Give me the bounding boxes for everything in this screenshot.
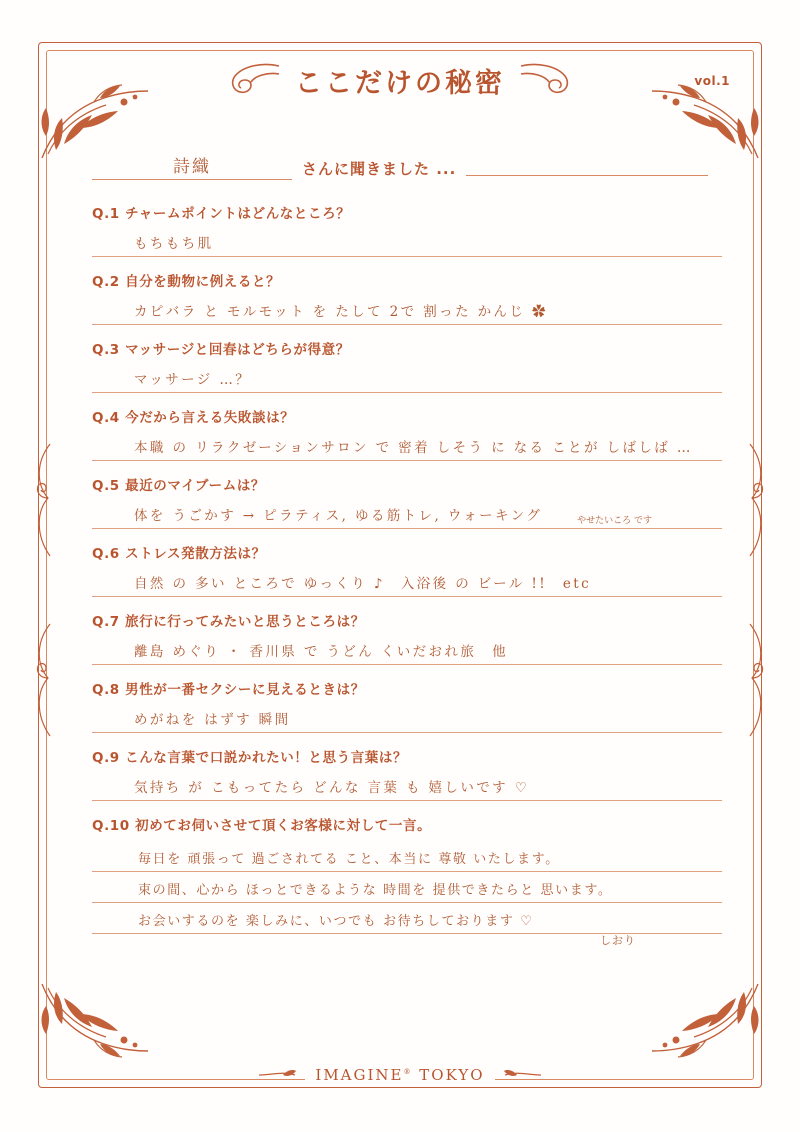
leaf-ornament-icon <box>257 1066 297 1084</box>
answer-text: 自然 の 多い ところで ゆっくり ♪ 入浴後 の ビール !! etc <box>134 576 592 592</box>
answer-text: お会いするのを 楽しみに、いつでも お待ちしております ♡ <box>138 914 534 929</box>
side-scroll-icon <box>744 620 770 740</box>
answer-line <box>92 433 722 461</box>
qa-item <box>92 610 722 665</box>
registered-mark: ® <box>403 1068 413 1076</box>
answer-text: 気持ち が こもってたら どんな 言葉 も 嬉しいです ♡ <box>134 780 530 796</box>
answer-line <box>92 501 722 529</box>
qa-item <box>92 406 722 461</box>
answer-line <box>92 229 722 257</box>
swirl-ornament-icon <box>519 60 575 100</box>
leaf-ornament-icon <box>503 1066 543 1084</box>
answer-text: カピバラ と モルモット を たして 2で 割った かんじ ✿ <box>134 304 548 320</box>
qa-item <box>92 474 722 529</box>
brand-logo <box>305 1066 494 1084</box>
answer-line <box>92 841 722 872</box>
answer-text: 束の間、心から ほっとできるような 時間を 提供できたらと 思います。 <box>138 883 613 898</box>
asked-label: さんに聞きました ... <box>302 160 457 178</box>
answer-line <box>92 872 722 903</box>
qa-list <box>92 202 722 947</box>
page-title: ここだけの秘密 <box>295 67 505 99</box>
question-text: Q.5 最近のマイブームは？ <box>92 478 266 494</box>
qa-item <box>92 678 722 733</box>
answer-text: 体を うごかす → ピラティス, ゆる筋トレ, ウォーキング <box>134 508 543 524</box>
signature: しおり <box>600 934 636 947</box>
swirl-ornament-icon <box>225 60 281 100</box>
answer-line <box>92 773 722 801</box>
answer-text: 離島 めぐり ・ 香川県 で うどん くいだおれ旅 他 <box>134 644 509 660</box>
answer-line <box>92 705 722 733</box>
answer-line <box>92 569 722 597</box>
question-text: Q.7 旅行に行ってみたいと思うところは？ <box>92 614 365 630</box>
qa-item <box>92 270 722 325</box>
footer-logo <box>0 1066 800 1084</box>
answer-side-note: やせたいころ です <box>577 515 652 526</box>
answer-text: マッサージ …？ <box>134 372 252 388</box>
question-text: Q.2 自分を動物に例えると？ <box>92 274 281 290</box>
page-header <box>0 52 800 108</box>
side-scroll-icon <box>30 440 56 560</box>
respondent-name: 詩織 <box>173 157 211 177</box>
answer-line <box>92 637 722 665</box>
question-text: Q.6 ストレス発散方法は？ <box>92 546 266 562</box>
qa-item <box>92 202 722 257</box>
answer-text: もちもち肌 <box>134 236 214 252</box>
brand-name: IMAGINE <box>315 1066 404 1084</box>
answer-line <box>92 903 722 934</box>
question-text: Q.8 男性が一番セクシーに見えるときは？ <box>92 682 365 698</box>
answer-text: 毎日を 頑張って 過ごされてる こと、本当に 尊敬 いたします。 <box>138 852 560 867</box>
qa-item <box>92 542 722 597</box>
answer-line <box>92 365 722 393</box>
question-text: Q.3 マッサージと回春はどちらが得意？ <box>92 342 350 358</box>
brand-suffix: TOKYO <box>419 1066 485 1084</box>
side-scroll-icon <box>744 440 770 560</box>
qa-item-final <box>92 814 722 947</box>
answer-text: 本職 の リラクゼーションサロン で 密着 しそう に なる ことが しばしば … <box>134 440 693 456</box>
volume-label: vol.1 <box>694 74 730 88</box>
name-row <box>92 150 708 180</box>
answer-text: めがねを はずす 瞬間 <box>134 712 291 728</box>
question-text: Q.10 初めてお伺いさせて頂くお客様に対して一言。 <box>92 818 432 834</box>
question-text: Q.4 今だから言える失敗談は？ <box>92 410 295 426</box>
name-rule <box>466 175 708 176</box>
question-text: Q.9 こんな言葉で口説かれたい！と思う言葉は？ <box>92 750 408 766</box>
qa-item <box>92 338 722 393</box>
qa-item <box>92 746 722 801</box>
respondent-name-field <box>92 152 292 180</box>
answer-line <box>92 297 722 325</box>
question-text: Q.1 チャームポイントはどんなところ？ <box>92 206 351 222</box>
side-scroll-icon <box>30 620 56 740</box>
